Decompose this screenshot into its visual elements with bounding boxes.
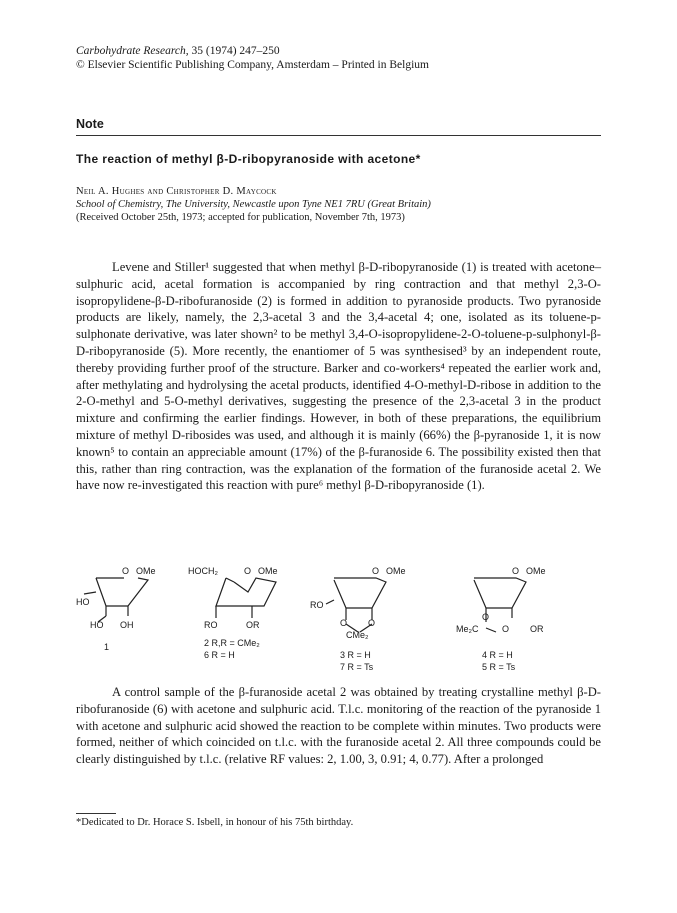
s3-oxygen-2: O	[340, 618, 348, 628]
article-title: The reaction of methyl β-D-ribopyranoside with acetone*	[76, 152, 421, 166]
footnote-rule	[76, 813, 116, 814]
s4-oxygen-4: O	[482, 612, 490, 622]
s3-ome: OMe	[386, 566, 406, 576]
s2-legend-1: 2 R,R = CMe₂	[204, 638, 260, 648]
journal-citation	[76, 44, 280, 58]
s3-ro: RO	[310, 600, 324, 610]
s4-ring-oxygen: O	[512, 566, 520, 576]
structure-bonds	[76, 562, 601, 674]
s2-legend-2: 6 R = H	[204, 650, 235, 660]
s2-ro: RO	[204, 620, 218, 630]
authors: Neil A. Hughes and Christopher D. Maycock	[76, 186, 277, 197]
journal-volume-pages: 35 (1974) 247–250	[191, 45, 280, 57]
s4-ome: OMe	[526, 566, 546, 576]
s1-ome: OMe	[136, 566, 156, 576]
s2-or: OR	[246, 620, 260, 630]
s4-or: OR	[530, 624, 544, 634]
s4-me2c: Me₂C	[456, 624, 479, 634]
affiliation: School of Chemistry, The University, Newcastle upon Tyne NE1 7RU (Great Britain)	[76, 199, 431, 210]
paragraph-2: A control sample of the β-furanoside acetal 2 was obtained by treating crystalline methyl β-D-ribofuranoside (6) with acetone and sulphuric acid. T.l.c. monitoring of the reaction of the pyranoside 1 with acetone and sulphuric acid showed the reaction to be complete within minutes. Two products were formed, neither of which coincided on t.l.c. with the furanoside acetal 2. All three compounds could be clearly distinguished by t.l.c. (relative RF values: 2, 1.00, 3, 0.91; 4, 0.77). After a prolonged	[76, 685, 601, 767]
s1-number: 1	[104, 642, 110, 652]
footnote: *Dedicated to Dr. Horace S. Isbell, in honour of his 75th birthday.	[76, 817, 354, 828]
journal-name: Carbohydrate Research,	[76, 45, 189, 57]
s1-ho: HO	[90, 620, 104, 630]
s4-legend-1: 4 R = H	[482, 650, 513, 660]
received-dates: (Received October 25th, 1973; accepted for publication, November 7th, 1973)	[76, 212, 405, 223]
s3-cme2: CMe₂	[346, 630, 369, 640]
s4-legend-2: 5 R = Ts	[482, 662, 516, 672]
s1-ring-oxygen: O	[122, 566, 130, 576]
header-rule	[76, 135, 601, 136]
s1-ho-top: HO	[76, 597, 90, 607]
s2-hoch2: HOCH₂	[188, 566, 218, 576]
s3-legend-2: 7 R = Ts	[340, 662, 374, 672]
s3-ring-oxygen: O	[372, 566, 380, 576]
chemical-structures-figure	[76, 562, 601, 674]
s2-ring-oxygen: O	[244, 566, 252, 576]
s2-ome: OMe	[258, 566, 278, 576]
s1-oh: OH	[120, 620, 134, 630]
s4-oxygen-3: O	[502, 624, 510, 634]
s3-oxygen-3: O	[368, 618, 376, 628]
section-label: Note	[76, 117, 104, 131]
paragraph-1: Levene and Stiller¹ suggested that when methyl β-D-ribopyranoside (1) is treated with acetone–sulphuric acid, acetal formation is accompanied by ring contraction and that methyl 2,3-O-isopropylidene-β-D-ribofuranoside (2) is formed in addition to pyranoside products. Two pyranoside products are likely, namely, the 2,3-acetal 3 and the 3,4-acetal 4; one, isolated as its toluene-p-sulphonate derivative, was later shown² to be methyl 3,4-O-isopropylidene-2-O-toluene-p-sulphonyl-β-D-ribopyranoside (5). More recently, the enantiomer of 5 was synthesised³ by an independent route, thereby providing further proof of the structure. Barker and co-workers⁴ repeated the earlier work and, after methylating and hydrolysing the acetal products, identified 4-O-methyl-D-ribose in addition to the 2-O-methyl and 5-O-methyl derivatives, suggesting the presence of the 2,3-acetal 3 in the product mixture and confirming the earlier findings. However, in both of these preparations, the equilibrium mixture of methyl D-ribosides was used, and although it is mainly (66%) the β-pyranoside 1, it is now known⁵ to contain an appreciable amount (17%) of the β-furanoside 6. The possibility existed then that this, rather than ring contraction, was the explanation of the formation of the furanoside acetal 2. We have now re-investigated this reaction with pure⁶ methyl β-D-ribopyranoside (1).	[76, 260, 601, 493]
publisher-line: © Elsevier Scientific Publishing Company, Amsterdam – Printed in Belgium	[76, 59, 429, 71]
s3-legend-1: 3 R = H	[340, 650, 371, 660]
